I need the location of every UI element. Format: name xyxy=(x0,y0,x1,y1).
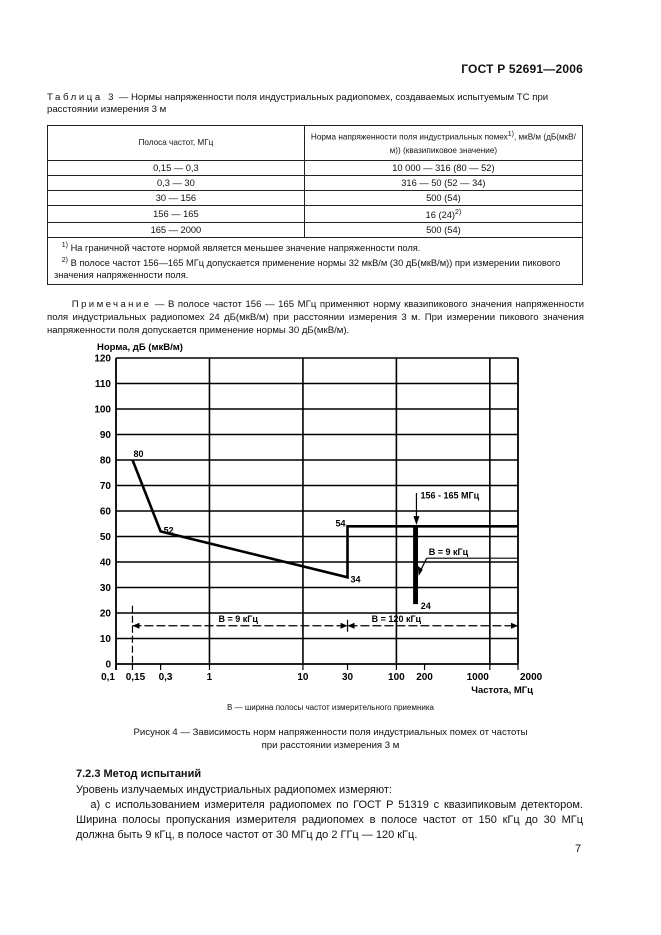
y-tick-label: 0 xyxy=(105,659,111,671)
col2-header-sup: 1) xyxy=(507,130,514,138)
y-tick-label: 30 xyxy=(99,583,111,594)
paragraph-a-text: а) с использованием измерителя радиопомех по ГОСТ Р 51319 с квазипиковым детектором. Ширина полосы пропускания измерителя радиопомех в полосе частот от 150 кГц до 30 МГц должна быть 9 кГц, в полосе частот от 30 МГц до 2 ГГц — 120 кГц. xyxy=(76,799,583,842)
y-tick-label: 10 xyxy=(99,634,111,645)
y-tick-label: 70 xyxy=(99,481,111,492)
note-prefix: Примечание xyxy=(71,299,152,310)
paragraph-a xyxy=(76,798,583,844)
arrow-left-end xyxy=(341,623,348,629)
norm-sup: 2) xyxy=(455,209,462,216)
y-tick-label: 60 xyxy=(99,506,111,518)
x-tick-label: 30 xyxy=(341,672,354,683)
x-tick-label: 2000 xyxy=(520,672,543,683)
band-cell: 0,15 — 0,3 xyxy=(48,161,305,176)
table-caption-prefix: Таблица 3 xyxy=(47,92,117,103)
y-tick-label: 20 xyxy=(99,608,111,620)
b-9-lower-label: В = 9 кГц xyxy=(218,613,258,624)
norm-line xyxy=(133,460,519,603)
footnote-2-mark: 2) xyxy=(61,256,68,264)
norm-value: 16 (24) xyxy=(425,210,456,221)
paragraph-intro: Уровень излучаемых индустриальных радиопомех измеряют: xyxy=(76,784,392,796)
col1-header: Полоса частот, МГц xyxy=(48,126,305,161)
chart-axes xyxy=(116,358,518,670)
arrow-right-start xyxy=(348,623,355,629)
y-tick-label: 100 xyxy=(94,404,111,416)
bandwidth-legend: В — ширина полосы частот измерительного приемника xyxy=(227,703,434,712)
point-label: 54 xyxy=(335,518,346,529)
figure-caption-line2: при расстоянии измерения 3 м xyxy=(261,739,400,751)
y-tick-label: 110 xyxy=(94,379,111,390)
x-tick-label: 1 xyxy=(206,672,213,683)
y-tick-label: 120 xyxy=(94,353,111,365)
y-tick-label: 50 xyxy=(99,532,111,543)
y-tick-label: 90 xyxy=(99,430,111,441)
figure-caption-line1: Рисунок 4 — Зависимость норм напряженности поля индустриальных помех от частоты xyxy=(133,727,528,738)
y-tick-label: 40 xyxy=(99,557,111,569)
x-tick-label: 10 xyxy=(297,672,309,683)
point-label: 24 xyxy=(420,600,431,611)
x-tick-label: 0,3 xyxy=(158,672,173,683)
y-axis-title: Норма, дБ (мкВ/м) xyxy=(97,342,183,353)
norm-cell: 10 000 — 316 (80 — 52) xyxy=(304,161,582,176)
note-text: — В полосе частот 156 — 165 МГц применяют норму квазипикового значения напряженности поля индустриальных радиопомех 24 дБ(мкВ/м) при расстоянии измерения 3 м. При измерении пикового значения напряженности поля допускается применение нормы 30 дБ(мкВ/м). xyxy=(47,299,584,336)
y-tick-label: 80 xyxy=(99,455,111,467)
norm-cell: 316 — 50 (52 — 34) xyxy=(304,176,582,191)
col2-header-b: , мкВ/м (дБ(мкВ/м)) (квазипиковое значение) xyxy=(389,132,576,156)
col2-header-a: Норма напряженности поля индустриальных помех xyxy=(310,132,508,142)
x-axis-title: Частота, МГц xyxy=(471,685,533,696)
footnote-1-text: На граничной частоте нормой является меньшее значение напряженности поля. xyxy=(67,243,421,254)
band-arrow-head xyxy=(413,516,419,525)
norm-cell: 500 (54) xyxy=(304,191,582,206)
point-label: 34 xyxy=(350,574,361,585)
footnote-2-text: В полосе частот 156—165 МГц допускается применение нормы 32 мкВ/м (30 дБ(мкВ/м)) при измерении пикового значения напряженности поля. xyxy=(54,257,561,281)
point-label: 52 xyxy=(163,525,174,536)
band-cell: 0,3 — 30 xyxy=(48,176,305,191)
b-9-inner-label: В = 9 кГц xyxy=(428,546,469,557)
arrow-right-end xyxy=(511,623,518,629)
footnote-1-mark: 1) xyxy=(61,242,68,250)
doc-header: ГОСТ Р 52691—2006 xyxy=(461,62,583,76)
norm-cell: 500 (54) xyxy=(304,223,582,238)
figure-caption xyxy=(0,727,661,752)
chart-labels xyxy=(94,342,542,696)
band-cell: 30 — 156 xyxy=(48,191,305,206)
x-tick-label: 0,15 xyxy=(125,672,146,683)
page-number: 7 xyxy=(575,843,582,855)
x-tick-label: 1000 xyxy=(466,672,489,683)
section-heading: 7.2.3 Метод испытаний xyxy=(76,768,202,780)
chart-grid xyxy=(116,358,518,664)
band-cell: 165 — 2000 xyxy=(48,223,305,238)
band-cell: 156 — 165 xyxy=(48,206,305,223)
table-caption-text: — Нормы напряженности поля индустриальных радиопомех, создаваемых испытуемым ТС при расстоянии измерения 3 м xyxy=(47,92,549,115)
x-tick-label: 200 xyxy=(416,672,433,683)
arrow-left-start xyxy=(132,623,139,629)
band-label: 156 - 165 МГц xyxy=(420,490,480,501)
point-label: 80 xyxy=(133,449,144,459)
b-120-label: В = 120 кГц xyxy=(371,613,422,624)
x-tick-label: 100 xyxy=(388,672,405,683)
x-tick-label: 0,1 xyxy=(101,672,115,683)
